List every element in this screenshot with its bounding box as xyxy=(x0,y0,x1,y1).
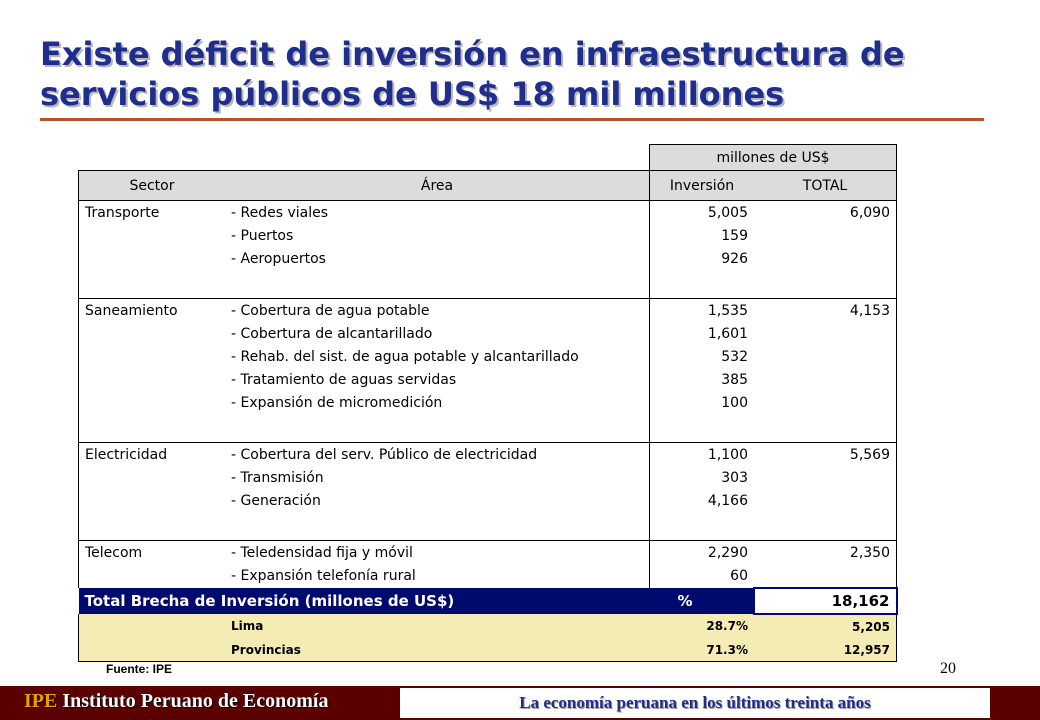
spacer-cell xyxy=(225,284,650,299)
footer-subtitle: La economía peruana en los últimos treinta años xyxy=(519,693,871,712)
table-row xyxy=(79,391,898,414)
empty-cell xyxy=(79,614,226,638)
empty-cell xyxy=(79,564,226,588)
table-row xyxy=(79,247,898,270)
empty-cell xyxy=(754,224,897,247)
area-cell: - Redes viales xyxy=(231,204,329,221)
empty-cell xyxy=(79,466,226,489)
area-cell: - Rehab. del sist. de agua potable y alcantarillado xyxy=(231,348,579,365)
empty-cell xyxy=(754,391,897,414)
region-row xyxy=(79,638,898,662)
total-row xyxy=(79,588,898,614)
table-row xyxy=(79,489,898,512)
slide-title xyxy=(40,34,1000,114)
table-row xyxy=(79,466,898,489)
group-separator xyxy=(79,284,898,299)
sector-cell: Telecom xyxy=(79,541,226,565)
inversion-cell: 926 xyxy=(650,247,755,270)
area-cell: - Cobertura del serv. Público de electricidad xyxy=(231,446,538,463)
total-value: 18,162 xyxy=(754,588,897,614)
spacer-cell xyxy=(79,414,226,428)
group-separator xyxy=(79,428,898,443)
org-name: Instituto Peruano de Economía xyxy=(62,690,329,712)
table-row xyxy=(79,201,898,225)
region-value: 5,205 xyxy=(754,614,897,638)
group-separator xyxy=(79,526,898,541)
region-row xyxy=(79,614,898,638)
group-spacer xyxy=(79,512,898,526)
empty-cell xyxy=(79,322,226,345)
footer-bar xyxy=(0,686,1040,720)
total-cell: 6,090 xyxy=(754,201,897,225)
total-cell: 5,569 xyxy=(754,443,897,467)
empty-cell xyxy=(79,489,226,512)
inversion-cell: 303 xyxy=(650,466,755,489)
area-cell: - Puertos xyxy=(231,227,294,244)
spacer-cell xyxy=(650,428,755,443)
column-header-inversion: Inversión xyxy=(650,171,755,201)
spacer-cell xyxy=(79,284,226,299)
spacer-cell xyxy=(754,526,897,541)
spacer-cell xyxy=(650,284,755,299)
spacer-cell xyxy=(79,428,226,443)
investment-gap-table xyxy=(78,144,897,662)
total-cell: 2,350 xyxy=(754,541,897,565)
inversion-cell: 2,290 xyxy=(650,541,755,565)
region-label: Lima xyxy=(225,614,650,638)
spacer-cell xyxy=(754,428,897,443)
spacer-cell xyxy=(650,270,755,284)
empty-cell xyxy=(754,368,897,391)
inversion-cell: 385 xyxy=(650,368,755,391)
inversion-cell: 4,166 xyxy=(650,489,755,512)
column-header-area: Área xyxy=(225,171,650,201)
total-label: Total Brecha de Inversión (millones de US$) xyxy=(79,588,650,614)
spacer-cell xyxy=(650,512,755,526)
total-cell: 4,153 xyxy=(754,299,897,323)
column-header-sector: Sector xyxy=(79,171,226,201)
area-cell: - Aeropuertos xyxy=(231,250,326,267)
empty-cell xyxy=(754,489,897,512)
empty-cell xyxy=(79,247,226,270)
footer-subtitle-box xyxy=(400,688,990,718)
inversion-cell: 1,100 xyxy=(650,443,755,467)
area-cell: - Expansión telefonía rural xyxy=(231,568,416,584)
inversion-cell: 1,601 xyxy=(650,322,755,345)
title-underline xyxy=(40,118,984,121)
spacer-cell xyxy=(754,512,897,526)
sector-cell: Transporte xyxy=(79,201,226,225)
inversion-cell: 100 xyxy=(650,391,755,414)
empty-cell xyxy=(79,391,226,414)
empty-cell xyxy=(754,466,897,489)
total-pct-label: % xyxy=(650,588,755,614)
region-pct: 71.3% xyxy=(650,638,755,662)
area-cell: - Transmisión xyxy=(231,469,324,486)
table-row xyxy=(79,443,898,467)
spacer-cell xyxy=(225,526,650,541)
spacer-cell xyxy=(79,512,226,526)
empty-cell xyxy=(79,638,226,662)
ipe-logo xyxy=(24,690,328,713)
spacer-cell xyxy=(79,270,226,284)
spacer-cell xyxy=(79,526,226,541)
table-row xyxy=(79,345,898,368)
table-row xyxy=(79,299,898,323)
empty-cell xyxy=(754,322,897,345)
inversion-cell: 532 xyxy=(650,345,755,368)
table-row xyxy=(79,564,898,588)
spacer-cell xyxy=(225,270,650,284)
area-cell: - Tratamiento de aguas servidas xyxy=(231,371,457,388)
group-spacer xyxy=(79,270,898,284)
ipe-short-name: IPE xyxy=(24,690,58,712)
sector-cell: Saneamiento xyxy=(79,299,226,323)
page-number: 20 xyxy=(940,660,956,677)
area-cell: - Expansión de micromedición xyxy=(231,394,443,411)
empty-cell xyxy=(79,345,226,368)
spacer-cell xyxy=(754,270,897,284)
spacer-cell xyxy=(754,414,897,428)
column-header-total: TOTAL xyxy=(754,171,897,201)
empty-cell xyxy=(79,368,226,391)
group-spacer xyxy=(79,414,898,428)
spacer-cell xyxy=(650,526,755,541)
area-cell: - Cobertura de alcantarillado xyxy=(231,325,433,342)
empty-cell xyxy=(754,345,897,368)
region-pct: 28.7% xyxy=(650,614,755,638)
spacer-cell xyxy=(225,512,650,526)
spacer-cell xyxy=(754,284,897,299)
spacer-cell xyxy=(225,428,650,443)
table-row xyxy=(79,368,898,391)
inversion-cell: 5,005 xyxy=(650,201,755,225)
title-line-1: Existe déficit de inversión en infraestructura de xyxy=(40,35,905,73)
region-value: 12,957 xyxy=(754,638,897,662)
area-cell: - Generación xyxy=(231,492,321,509)
column-header-row xyxy=(79,171,898,201)
empty-cell xyxy=(79,224,226,247)
unit-header-row xyxy=(79,145,898,171)
spacer-cell xyxy=(650,414,755,428)
inversion-cell: 1,535 xyxy=(650,299,755,323)
region-label: Provincias xyxy=(225,638,650,662)
area-cell: - Cobertura de agua potable xyxy=(231,302,430,319)
sector-cell: Electricidad xyxy=(79,443,226,467)
empty-cell xyxy=(754,247,897,270)
area-cell: - Teledensidad fija y móvil xyxy=(231,544,413,561)
inversion-cell: 159 xyxy=(650,224,755,247)
table-row xyxy=(79,224,898,247)
inversion-cell: 60 xyxy=(650,564,755,588)
spacer-cell xyxy=(225,414,650,428)
unit-header: millones de US$ xyxy=(650,145,897,171)
table-row xyxy=(79,322,898,345)
source-note: Fuente: IPE xyxy=(106,662,173,676)
empty-cell xyxy=(754,564,897,588)
table-row xyxy=(79,541,898,565)
title-line-2: servicios públicos de US$ 18 mil millones xyxy=(40,75,785,113)
